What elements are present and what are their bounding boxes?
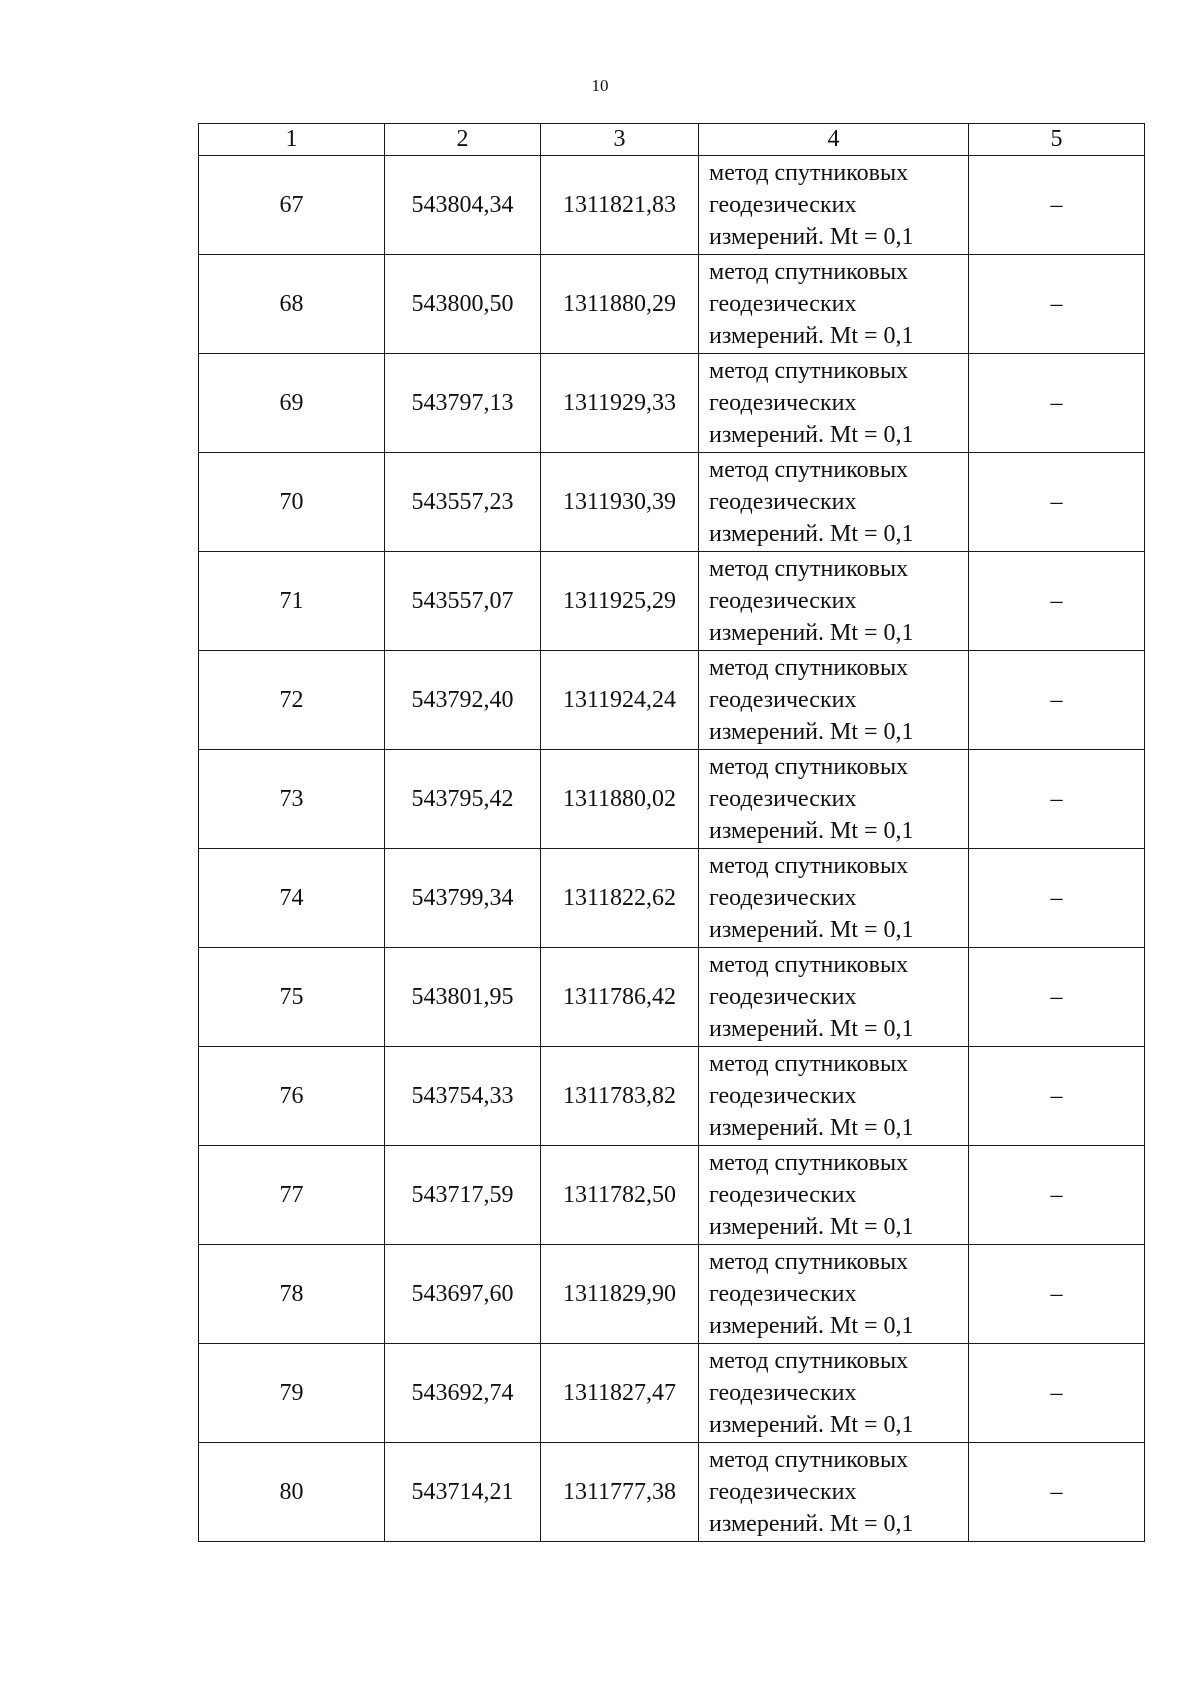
table-row — [199, 156, 1145, 255]
method-line: геодезических — [709, 984, 857, 1010]
note-cell: – — [969, 1047, 1145, 1146]
method-line: измерений. Mt = 0,1 — [709, 1511, 914, 1537]
method-line: измерений. Mt = 0,1 — [709, 521, 914, 547]
method-cell — [699, 1146, 969, 1245]
method-line: геодезических — [709, 489, 857, 515]
method-cell — [699, 255, 969, 354]
method-cell — [699, 1443, 969, 1542]
header-cell-5: 5 — [969, 124, 1145, 156]
method-cell — [699, 156, 969, 255]
note-cell: – — [969, 948, 1145, 1047]
method-line: измерений. Mt = 0,1 — [709, 1412, 914, 1438]
method-line: измерений. Mt = 0,1 — [709, 917, 914, 943]
method-cell — [699, 354, 969, 453]
method-line: метод спутниковых — [709, 457, 909, 483]
method-line: измерений. Mt = 0,1 — [709, 620, 914, 646]
method-cell — [699, 552, 969, 651]
method-cell — [699, 750, 969, 849]
method-cell — [699, 948, 969, 1047]
header-cell-1: 1 — [199, 124, 385, 156]
method-cell — [699, 651, 969, 750]
method-line: метод спутниковых — [709, 655, 909, 681]
method-line: метод спутниковых — [709, 358, 909, 384]
coordinate-y-cell: 1311829,90 — [541, 1245, 699, 1344]
coordinate-x-cell: 543792,40 — [385, 651, 541, 750]
note-cell: – — [969, 255, 1145, 354]
coordinate-x-cell: 543804,34 — [385, 156, 541, 255]
coordinate-x-cell: 543797,13 — [385, 354, 541, 453]
method-line: геодезических — [709, 192, 857, 218]
coordinate-x-cell: 543800,50 — [385, 255, 541, 354]
coordinates-table — [198, 123, 1145, 1542]
coordinate-x-cell: 543692,74 — [385, 1344, 541, 1443]
coordinate-y-cell: 1311782,50 — [541, 1146, 699, 1245]
method-cell — [699, 1344, 969, 1443]
method-line: метод спутниковых — [709, 1051, 909, 1077]
coordinate-y-cell: 1311924,24 — [541, 651, 699, 750]
table-row — [199, 1245, 1145, 1344]
method-line: геодезических — [709, 1380, 857, 1406]
point-number-cell: 76 — [199, 1047, 385, 1146]
method-line: измерений. Mt = 0,1 — [709, 719, 914, 745]
method-line: метод спутниковых — [709, 1447, 909, 1473]
table-row — [199, 1443, 1145, 1542]
method-cell — [699, 1245, 969, 1344]
coordinate-y-cell: 1311925,29 — [541, 552, 699, 651]
method-line: метод спутниковых — [709, 1348, 909, 1374]
note-cell: – — [969, 651, 1145, 750]
method-cell — [699, 849, 969, 948]
coordinate-x-cell: 543795,42 — [385, 750, 541, 849]
method-line: метод спутниковых — [709, 259, 909, 285]
point-number-cell: 77 — [199, 1146, 385, 1245]
method-line: измерений. Mt = 0,1 — [709, 422, 914, 448]
table-row — [199, 948, 1145, 1047]
coordinate-x-cell: 543717,59 — [385, 1146, 541, 1245]
method-line: геодезических — [709, 390, 857, 416]
method-line: геодезических — [709, 786, 857, 812]
coordinate-y-cell: 1311821,83 — [541, 156, 699, 255]
point-number-cell: 67 — [199, 156, 385, 255]
note-cell: – — [969, 156, 1145, 255]
table-row — [199, 453, 1145, 552]
header-cell-3: 3 — [541, 124, 699, 156]
header-cell-4: 4 — [699, 124, 969, 156]
coordinate-x-cell: 543754,33 — [385, 1047, 541, 1146]
coordinate-y-cell: 1311930,39 — [541, 453, 699, 552]
coordinate-y-cell: 1311880,29 — [541, 255, 699, 354]
note-cell: – — [969, 1443, 1145, 1542]
method-line: измерений. Mt = 0,1 — [709, 818, 914, 844]
method-line: геодезических — [709, 885, 857, 911]
point-number-cell: 73 — [199, 750, 385, 849]
coordinate-y-cell: 1311929,33 — [541, 354, 699, 453]
table-row — [199, 750, 1145, 849]
coordinate-x-cell: 543557,07 — [385, 552, 541, 651]
method-line: измерений. Mt = 0,1 — [709, 1214, 914, 1240]
coordinate-x-cell: 543697,60 — [385, 1245, 541, 1344]
table-row — [199, 552, 1145, 651]
method-line: метод спутниковых — [709, 556, 909, 582]
point-number-cell: 80 — [199, 1443, 385, 1542]
method-line: геодезических — [709, 1083, 857, 1109]
note-cell: – — [969, 552, 1145, 651]
method-cell — [699, 1047, 969, 1146]
coordinate-x-cell: 543557,23 — [385, 453, 541, 552]
note-cell: – — [969, 1344, 1145, 1443]
method-line: измерений. Mt = 0,1 — [709, 224, 914, 250]
coordinate-x-cell: 543714,21 — [385, 1443, 541, 1542]
method-line: измерений. Mt = 0,1 — [709, 1313, 914, 1339]
point-number-cell: 75 — [199, 948, 385, 1047]
method-cell — [699, 453, 969, 552]
coordinate-y-cell: 1311786,42 — [541, 948, 699, 1047]
note-cell: – — [969, 453, 1145, 552]
coordinate-y-cell: 1311827,47 — [541, 1344, 699, 1443]
page-number: 10 — [591, 76, 609, 95]
coordinate-y-cell: 1311783,82 — [541, 1047, 699, 1146]
note-cell: – — [969, 750, 1145, 849]
table-row — [199, 651, 1145, 750]
table-row — [199, 354, 1145, 453]
header-cell-2: 2 — [385, 124, 541, 156]
method-line: геодезических — [709, 1479, 857, 1505]
coordinate-y-cell: 1311822,62 — [541, 849, 699, 948]
method-line: метод спутниковых — [709, 160, 909, 186]
table-row — [199, 1146, 1145, 1245]
method-line: метод спутниковых — [709, 853, 909, 879]
method-line: геодезических — [709, 1182, 857, 1208]
table-row — [199, 849, 1145, 948]
table-header-row — [199, 124, 1145, 156]
point-number-cell: 72 — [199, 651, 385, 750]
method-line: измерений. Mt = 0,1 — [709, 1016, 914, 1042]
note-cell: – — [969, 1245, 1145, 1344]
note-cell: – — [969, 1146, 1145, 1245]
point-number-cell: 78 — [199, 1245, 385, 1344]
note-cell: – — [969, 354, 1145, 453]
method-line: геодезических — [709, 687, 857, 713]
coordinate-y-cell: 1311880,02 — [541, 750, 699, 849]
coordinate-x-cell: 543799,34 — [385, 849, 541, 948]
point-number-cell: 74 — [199, 849, 385, 948]
table-row — [199, 1047, 1145, 1146]
method-line: метод спутниковых — [709, 1249, 909, 1275]
point-number-cell: 70 — [199, 453, 385, 552]
method-line: метод спутниковых — [709, 1150, 909, 1176]
point-number-cell: 69 — [199, 354, 385, 453]
point-number-cell: 71 — [199, 552, 385, 651]
method-line: метод спутниковых — [709, 754, 909, 780]
method-line: геодезических — [709, 588, 857, 614]
point-number-cell: 68 — [199, 255, 385, 354]
table-row — [199, 255, 1145, 354]
coordinate-y-cell: 1311777,38 — [541, 1443, 699, 1542]
method-line: измерений. Mt = 0,1 — [709, 1115, 914, 1141]
method-line: геодезических — [709, 1281, 857, 1307]
point-number-cell: 79 — [199, 1344, 385, 1443]
coordinate-x-cell: 543801,95 — [385, 948, 541, 1047]
table-row — [199, 1344, 1145, 1443]
method-line: метод спутниковых — [709, 952, 909, 978]
note-cell: – — [969, 849, 1145, 948]
method-line: геодезических — [709, 291, 857, 317]
method-line: измерений. Mt = 0,1 — [709, 323, 914, 349]
